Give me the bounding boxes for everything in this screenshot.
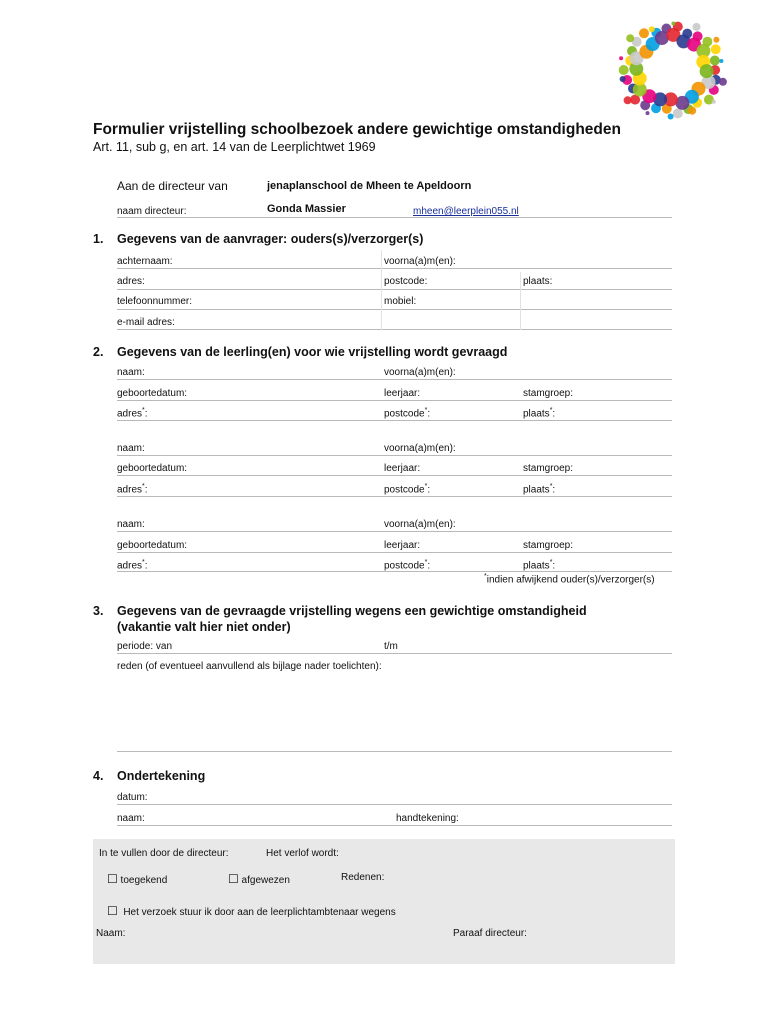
applicant-city-label: plaats: xyxy=(523,276,553,287)
student1-year-label: leerjaar: xyxy=(384,388,421,399)
student2-birthdate-label: geboortedatum: xyxy=(117,463,188,474)
logo-dot xyxy=(700,64,714,78)
student1-birthdate-label: geboortedatum: xyxy=(117,388,188,399)
student2-name-label: naam: xyxy=(117,443,145,454)
logo-dot xyxy=(619,56,623,60)
forward-option[interactable] xyxy=(107,904,396,918)
student3-city-label: plaats*: xyxy=(523,559,556,572)
address-footnote: *indien afwijkend ouder(s)/verzorger(s) xyxy=(484,573,655,586)
student3-name-label: naam: xyxy=(117,519,145,530)
student3-birthdate-label: geboortedatum: xyxy=(117,540,188,551)
applicant-phone-label: telefoonnummer: xyxy=(117,296,193,307)
sign-date-label: datum: xyxy=(117,792,148,803)
student3-year-label: leerjaar: xyxy=(384,540,421,551)
applicant-surname-label: achternaam: xyxy=(117,256,173,267)
logo-dot xyxy=(649,26,655,32)
applicant-address-label: adres: xyxy=(117,276,145,287)
student2-city-label: plaats*: xyxy=(523,483,556,496)
logo-dot xyxy=(719,59,723,63)
section1-number: 1. xyxy=(93,232,104,246)
student1-postcode-label: postcode*: xyxy=(384,407,431,420)
sign-name-label: naam: xyxy=(117,813,145,824)
granted-checkbox[interactable]: ☐ xyxy=(107,872,118,886)
logo-dot xyxy=(712,100,716,104)
logo-dot xyxy=(710,56,720,66)
director-email-link[interactable]: mheen@leerplein055.nl xyxy=(413,206,519,217)
student3-group-label: stamgroep: xyxy=(523,540,574,551)
student2-year-label: leerjaar: xyxy=(384,463,421,474)
rejected-checkbox[interactable]: ☐ xyxy=(228,872,239,886)
period-to-label: t/m xyxy=(384,641,398,652)
student3-postcode-label: postcode*: xyxy=(384,559,431,572)
logo-dot xyxy=(646,111,650,115)
student1-address-label: adres*: xyxy=(117,407,148,420)
section3-subheading: (vakantie valt hier niet onder) xyxy=(117,620,291,634)
granted-label: toegekend xyxy=(120,875,168,886)
logo-dot xyxy=(688,107,696,115)
signature-label: handtekening: xyxy=(396,813,459,824)
addressee-label: Aan de directeur van xyxy=(117,179,228,193)
forward-checkbox[interactable]: ☐ xyxy=(107,904,118,918)
student1-group-label: stamgroep: xyxy=(523,388,574,399)
applicant-email-label: e-mail adres: xyxy=(117,317,175,328)
section3-number: 3. xyxy=(93,604,104,618)
school-logo xyxy=(612,14,742,126)
granted-option[interactable] xyxy=(107,872,167,886)
logo-dot xyxy=(671,22,675,26)
section3-heading: Gegevens van de gevraagde vrijstelling wegens een gewichtige omstandigheid xyxy=(117,604,587,618)
director-name-label: Naam: xyxy=(96,928,126,939)
student1-name-label: naam: xyxy=(117,367,145,378)
school-name: jenaplanschool de Mheen te Apeldoorn xyxy=(267,180,472,192)
applicant-firstnames-label: voorna(a)m(en): xyxy=(384,256,456,267)
student2-group-label: stamgroep: xyxy=(523,463,574,474)
rejected-label: afgewezen xyxy=(241,875,290,886)
reason-field[interactable] xyxy=(117,675,672,749)
director-name[interactable]: Gonda Massier xyxy=(267,203,346,215)
logo-dot xyxy=(620,76,626,82)
logo-dot xyxy=(619,65,629,75)
logo-dot xyxy=(711,44,721,54)
section1-heading: Gegevens van de aanvrager: ouders(s)/verzorger(s) xyxy=(117,232,424,246)
logo-dot xyxy=(624,96,632,104)
logo-dot xyxy=(639,28,649,38)
leave-status-label: Het verlof wordt: xyxy=(266,848,339,859)
student3-address-label: adres*: xyxy=(117,559,148,572)
page-title: Formulier vrijstelling schoolbezoek andere gewichtige omstandigheden xyxy=(93,121,621,138)
student1-city-label: plaats*: xyxy=(523,407,556,420)
logo-dot xyxy=(693,23,701,31)
section2-number: 2. xyxy=(93,345,104,359)
section2-heading: Gegevens van de leerling(en) voor wie vrijstelling wordt gevraagd xyxy=(117,345,508,359)
student2-firstnames-label: voorna(a)m(en): xyxy=(384,443,456,454)
student1-firstnames-label: voorna(a)m(en): xyxy=(384,367,456,378)
period-from-label: periode: van xyxy=(117,641,173,652)
section4-number: 4. xyxy=(93,769,104,783)
forward-label: Het verzoek stuur ik door aan de leerplichtambtenaar wegens xyxy=(123,907,396,918)
director-fill-in-label: In te vullen door de directeur: xyxy=(99,848,229,859)
section4-heading: Ondertekening xyxy=(117,769,206,783)
student2-address-label: adres*: xyxy=(117,483,148,496)
applicant-mobile-label: mobiel: xyxy=(384,296,417,307)
rejected-option[interactable] xyxy=(228,872,290,886)
logo-dot xyxy=(719,78,727,86)
student3-firstnames-label: voorna(a)m(en): xyxy=(384,519,456,530)
applicant-postcode-label: postcode: xyxy=(384,276,428,287)
logo-dot xyxy=(626,34,634,42)
student2-postcode-label: postcode*: xyxy=(384,483,431,496)
reason-label: reden (of eventueel aanvullend als bijlage nader toelichten): xyxy=(117,661,382,672)
logo-dot xyxy=(673,108,683,118)
director-initials-label: Paraaf directeur: xyxy=(453,928,527,939)
logo-dot xyxy=(668,114,674,120)
director-label: naam directeur: xyxy=(117,206,187,217)
reasons-label: Redenen: xyxy=(341,872,385,883)
page-subtitle: Art. 11, sub g, en art. 14 van de Leerplichtwet 1969 xyxy=(93,140,376,154)
logo-dot xyxy=(713,37,719,43)
